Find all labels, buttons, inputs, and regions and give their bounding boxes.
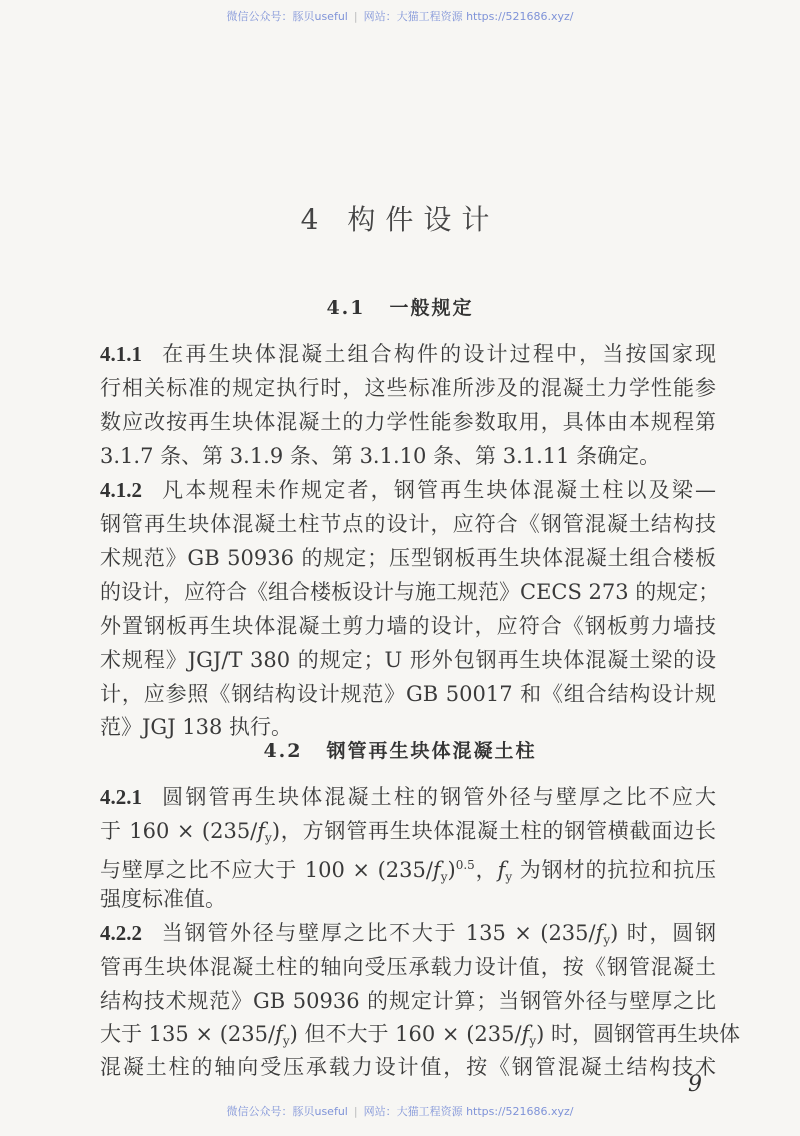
- clause-text: 当钢管外径与壁厚之比不大于 135 × (235/: [160, 921, 596, 945]
- section-heading: [0, 736, 800, 763]
- clause-number: 4.1.2: [100, 478, 142, 502]
- clause-line: [100, 852, 716, 890]
- clause-line: 混凝土柱的轴向受压承载力设计值，按《钢管混凝土结构技术: [100, 1055, 716, 1079]
- clause-line: 3.1.7 条、第 3.1.9 条、第 3.1.10 条、第 3.1.11 条确定。: [100, 444, 661, 468]
- clause-line: [100, 818, 716, 851]
- clause-text: ): [447, 858, 456, 882]
- symbol-f: f: [595, 921, 604, 945]
- clause-text: 凡本规程未作规定者，钢管再生块体混凝土柱以及梁—: [160, 478, 716, 502]
- exponent: 0.5: [455, 858, 475, 872]
- clause-line: 数应改按再生块体混凝土的力学性能参数取用，具体由本规程第: [100, 410, 716, 434]
- clause-text: ，: [474, 858, 498, 882]
- watermark-text: 微信公众号：豚贝useful: [226, 10, 348, 23]
- section-title: 一般规定: [389, 297, 474, 319]
- clause-text: 为钢材的抗拉和抗压: [512, 858, 716, 882]
- clause-text: ) 时，圆钢: [610, 921, 716, 945]
- clause-line: [100, 784, 716, 810]
- watermark-link[interactable]: 网站：大猫工程资源 https://521686.xyz/: [363, 1105, 574, 1118]
- watermark-top: [0, 8, 800, 24]
- symbol-sub: y: [282, 1034, 290, 1048]
- clause-text: ) 时，圆钢管再生块体: [536, 1022, 740, 1046]
- clause-line: 计，应参照《钢结构设计规范》GB 50017 和《组合结构设计规: [100, 682, 716, 706]
- clause-text: 圆钢管再生块体混凝土柱的钢管外径与壁厚之比不应大: [160, 785, 716, 809]
- section-number: 4.2: [263, 740, 303, 762]
- clause-number: 4.2.1: [100, 785, 142, 809]
- clause-number: 4.2.2: [100, 921, 142, 945]
- clause-line: [100, 1021, 740, 1054]
- symbol-sub: y: [440, 870, 448, 884]
- clause-line: 术规程》JGJ/T 380 的规定；U 形外包钢再生块体混凝土梁的设: [100, 648, 716, 672]
- clause-text: 与壁厚之比不应大于 100 × (235/: [100, 858, 433, 882]
- clause-text: 于 160 × (235/: [100, 819, 258, 843]
- symbol-sub: y: [505, 870, 513, 884]
- clause-line: 行相关标准的规定执行时，这些标准所涉及的混凝土力学性能参: [100, 376, 716, 400]
- clause-line: [100, 341, 716, 367]
- clause-line: 管再生块体混凝土柱的轴向受压承载力设计值，按《钢管混凝土: [100, 955, 716, 979]
- watermark-text: 微信公众号：豚贝useful: [226, 1105, 348, 1118]
- clause-line: 的设计，应符合《组合楼板设计与施工规范》CECS 273 的规定；: [100, 580, 720, 604]
- clause-line: 外置钢板再生块体混凝土剪力墙的设计，应符合《钢板剪力墙技: [100, 614, 716, 638]
- symbol-f: f: [257, 819, 266, 843]
- clause-line: [100, 477, 716, 503]
- section-title: 钢管再生块体混凝土柱: [326, 740, 537, 762]
- clause-line: 结构技术规范》GB 50936 的规定计算；当钢管外径与壁厚之比: [100, 989, 716, 1013]
- symbol-f: f: [432, 858, 441, 882]
- chapter-title: 4 构件设计: [300, 203, 500, 236]
- watermark-separator: |: [353, 1105, 358, 1118]
- symbol-f: f: [275, 1022, 283, 1046]
- clause-line: [100, 920, 716, 953]
- symbol-f: f: [521, 1022, 530, 1046]
- watermark-link[interactable]: 网站：大猫工程资源 https://521686.xyz/: [363, 10, 574, 23]
- symbol-sub: y: [265, 831, 272, 845]
- clause-number: 4.1.1: [100, 342, 142, 366]
- clause-line: 钢管再生块体混凝土柱节点的设计，应符合《钢管混凝土结构技: [100, 512, 716, 536]
- clause-text: 大于 135 × (235/: [100, 1022, 276, 1046]
- symbol-sub: y: [603, 933, 611, 947]
- clause-text: 在再生块体混凝土组合构件的设计过程中，当按国家现: [160, 342, 716, 366]
- symbol-sub: y: [529, 1034, 537, 1048]
- watermark-separator: |: [353, 10, 358, 23]
- section-heading: [0, 293, 800, 320]
- watermark-bottom: [0, 1103, 800, 1119]
- clause-line: 强度标准值。: [100, 887, 226, 911]
- clause-line: 范》JGJ 138 执行。: [100, 715, 293, 739]
- clause-text: )，方钢管再生块体混凝土柱的钢管横截面边长: [271, 819, 716, 843]
- page-number: 9: [688, 1072, 702, 1097]
- clause-text: ) 但不大于 160 × (235/: [289, 1022, 522, 1046]
- section-number: 4.1: [326, 297, 366, 319]
- clause-line: 术规范》GB 50936 的规定；压型钢板再生块体混凝土组合楼板: [100, 546, 716, 570]
- symbol-f: f: [497, 858, 506, 882]
